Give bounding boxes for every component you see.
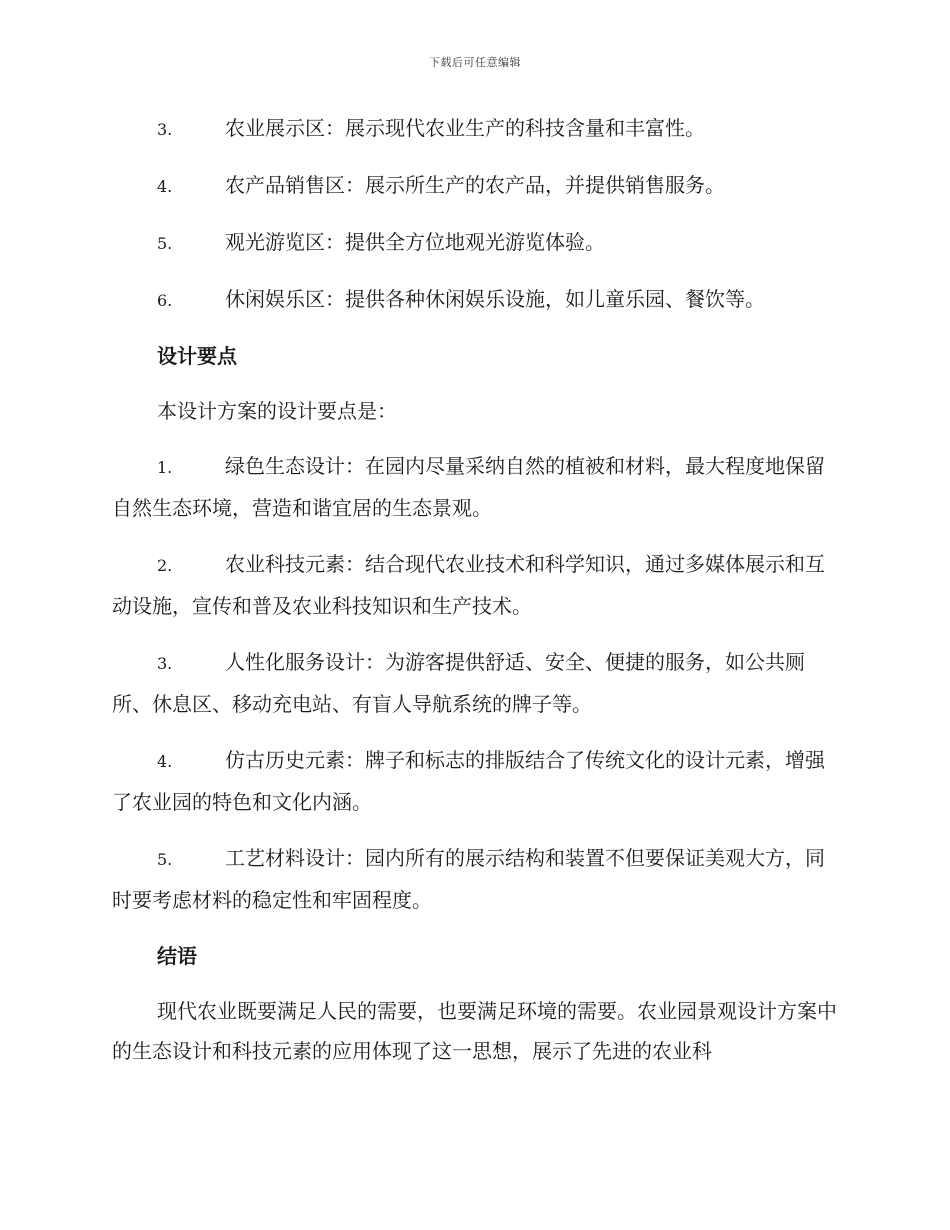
- section-heading-design: 设计要点: [157, 344, 237, 368]
- list-number: 3.: [157, 654, 173, 673]
- list-number: 4.: [157, 752, 173, 771]
- list-item: [112, 222, 837, 264]
- document-body: [112, 108, 837, 1086]
- header-note: 下载后可任意编辑: [429, 56, 521, 69]
- list-text: 休闲娱乐区：提供各种休闲娱乐设施，如儿童乐园、餐饮等。: [225, 287, 765, 311]
- section-heading-conclusion: 结语: [157, 944, 197, 968]
- list-number: 5.: [157, 234, 173, 253]
- conclusion-paragraph: 现代农业既要满足人民的需要，也要满足环境的需要。农业园景观设计方案中的生态设计和科技元素的应用体现了这一思想，展示了先进的农业科: [112, 999, 837, 1063]
- list-text: 绿色生态设计：在园内尽量采纳自然的植被和材料，最大程度地保留自然生态环境，营造和谐宜居的生态景观。: [112, 454, 825, 520]
- list-item: [112, 544, 837, 626]
- list-item: [112, 740, 837, 822]
- list-item: [112, 108, 837, 150]
- list-number: 2.: [157, 556, 173, 575]
- list-number: 3.: [157, 120, 173, 139]
- list-text: 仿古历史元素：牌子和标志的排版结合了传统文化的设计元素，增强了农业园的特色和文化内涵。: [112, 748, 825, 814]
- list-number: 5.: [157, 850, 173, 869]
- list-text: 农业展示区：展示现代农业生产的科技含量和丰富性。: [225, 116, 705, 140]
- list-text: 工艺材料设计：园内所有的展示结构和装置不但要保证美观大方，同时要考虑材料的稳定性和牢固程度。: [112, 846, 825, 912]
- list-text: 农业科技元素：结合现代农业技术和科学知识，通过多媒体展示和互动设施，宣传和普及农业科技知识和生产技术。: [112, 552, 825, 618]
- list-number: 1.: [157, 458, 173, 477]
- list-text: 观光游览区：提供全方位地观光游览体验。: [225, 230, 605, 254]
- list-number: 4.: [157, 177, 173, 196]
- list-item: [112, 838, 837, 920]
- list-number: 6.: [157, 291, 173, 310]
- list-item: [112, 279, 837, 321]
- list-item: [112, 446, 837, 528]
- design-intro: 本设计方案的设计要点是：: [157, 399, 397, 423]
- list-text: 农产品销售区：展示所生产的农产品，并提供销售服务。: [225, 173, 725, 197]
- list-item: [112, 165, 837, 207]
- list-item: [112, 642, 837, 724]
- list-text: 人性化服务设计：为游客提供舒适、安全、便捷的服务，如公共厕所、休息区、移动充电站、有盲人导航系统的牌子等。: [112, 650, 805, 716]
